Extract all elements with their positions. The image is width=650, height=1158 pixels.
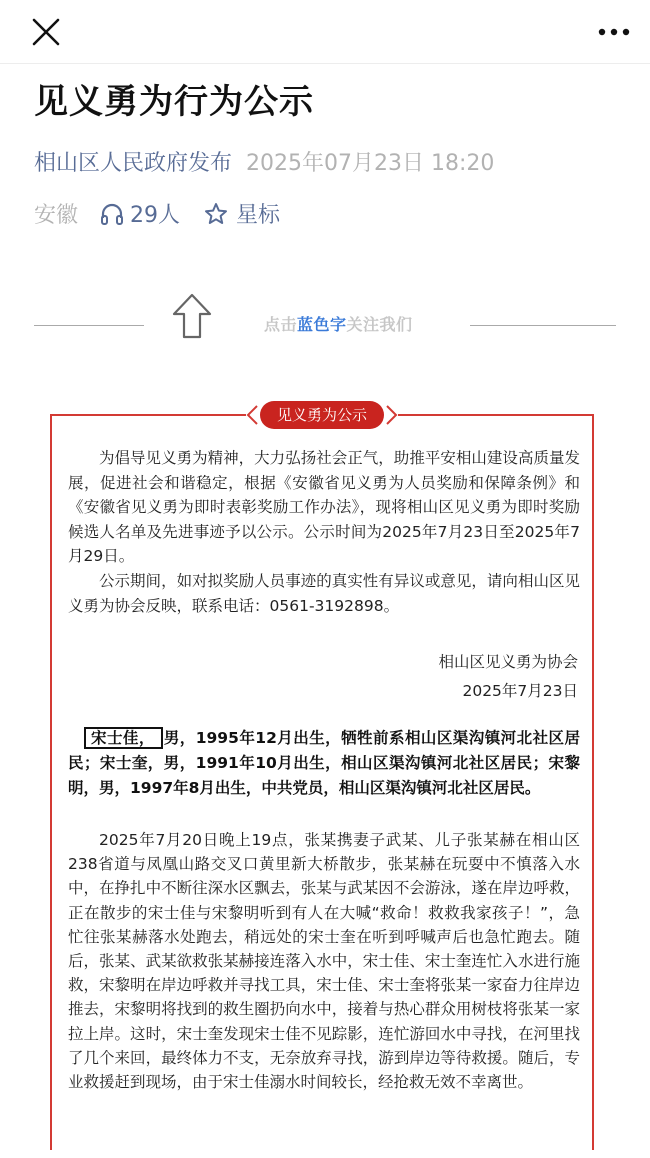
notice-banner (246, 400, 398, 430)
article-title: 见义勇为行为公示 (34, 82, 314, 122)
chevron-left-icon (246, 405, 258, 425)
divider-right (470, 325, 616, 326)
article-meta-secondary (34, 198, 280, 229)
publish-datetime: 2025年07月23日 18:20 (246, 151, 495, 176)
follow-prefix: 点击 (264, 315, 298, 334)
star-icon (204, 202, 228, 226)
location-label: 安徽 (34, 203, 79, 228)
signature-date: 2025年7月23日 (462, 682, 578, 700)
close-icon[interactable] (30, 16, 62, 48)
divider-left (34, 325, 144, 326)
notice-banner-title: 见义勇为公示 (260, 401, 384, 429)
top-bar (0, 0, 650, 64)
notice-paragraph-1: 为倡导见义勇为精神，大力弘扬社会正气，助推平安相山建设高质量发展，促进社会和谐稳定，根据《安徽省见义勇为人员奖励和保障条例》和《安徽省见义勇为即时表彰奖励工作办法》，现将相山区见义勇为即时奖励候选人名单及先进事迹予以公示。公示时间为2025年7月23日至2025年7月29日。 (68, 449, 580, 566)
notice-paragraph-2: 公示期间，如对拟奖励人员事迹的真实性有异议或意见，请向相山区见义勇为协会反映，联系电话：0561-3192898。 (68, 571, 580, 615)
more-icon[interactable] (594, 20, 634, 44)
candidate-name-box: 宋士佳， (84, 727, 163, 749)
chevron-right-icon (386, 405, 398, 425)
article-meta (34, 146, 494, 177)
star-label: 星标 (236, 203, 281, 228)
notice-intro (68, 446, 580, 618)
publisher-link[interactable]: 相山区人民政府发布 (34, 151, 233, 176)
deed-story (68, 828, 580, 1094)
listen-count[interactable] (100, 198, 180, 229)
star-button[interactable] (204, 198, 280, 229)
follow-blue-text: 蓝色字 (297, 315, 347, 334)
candidate-details: 男，1995年12月出生，牺牲前系相山区渠沟镇河北社区居民；宋士奎，男，1991年10月出生，相山区渠沟镇河北社区居民；宋黎明，男，1997年8月出生，中共党员，相山区渠沟镇河北社区居民。 (68, 729, 580, 797)
follow-prompt[interactable] (264, 312, 413, 335)
signature-org: 相山区见义勇为协会 (438, 653, 578, 671)
listen-count-text: 29人 (130, 203, 181, 228)
candidate-info (68, 726, 580, 801)
headphones-icon (100, 203, 124, 225)
deed-story-paragraph: 2025年7月20日晚上19点，张某携妻子武某、儿子张某赫在相山区238省道与凤凰山路交叉口黄里新大桥散步，张某赫在玩耍中不慎落入水中，在挣扎中不断往深水区飘去，张某与武某因不会游泳，遂在岸边呼救，正在散步的宋士佳与宋黎明听到有人在大喊“救命！救救我家孩子！”，急忙往张某赫落水处跑去，稍远处的宋士奎在听到呼喊声后也急忙跑去。随后，张某、武某欲救张某赫接连落入水中，宋士佳、宋士奎连忙入水进行施救，宋黎明在岸边呼救并寻找工具，宋士佳、宋士奎将张某一家奋力往岸边推去，宋黎明将找到的救生圈扔向水中，接着与热心群众用树枝将张某一家拉上岸。这时，宋士奎发现宋士佳不见踪影，连忙游回水中寻找，在河里找了几个来回，最终体力不支，无奈放弃寻找，游到岸边等待救援。随后，专业救援赶到现场，由于宋士佳溺水时间较长，经抢救无效不幸离世。 (68, 831, 580, 1092)
arrow-up-icon (170, 292, 214, 340)
follow-suffix: 关注我们 (346, 315, 413, 334)
